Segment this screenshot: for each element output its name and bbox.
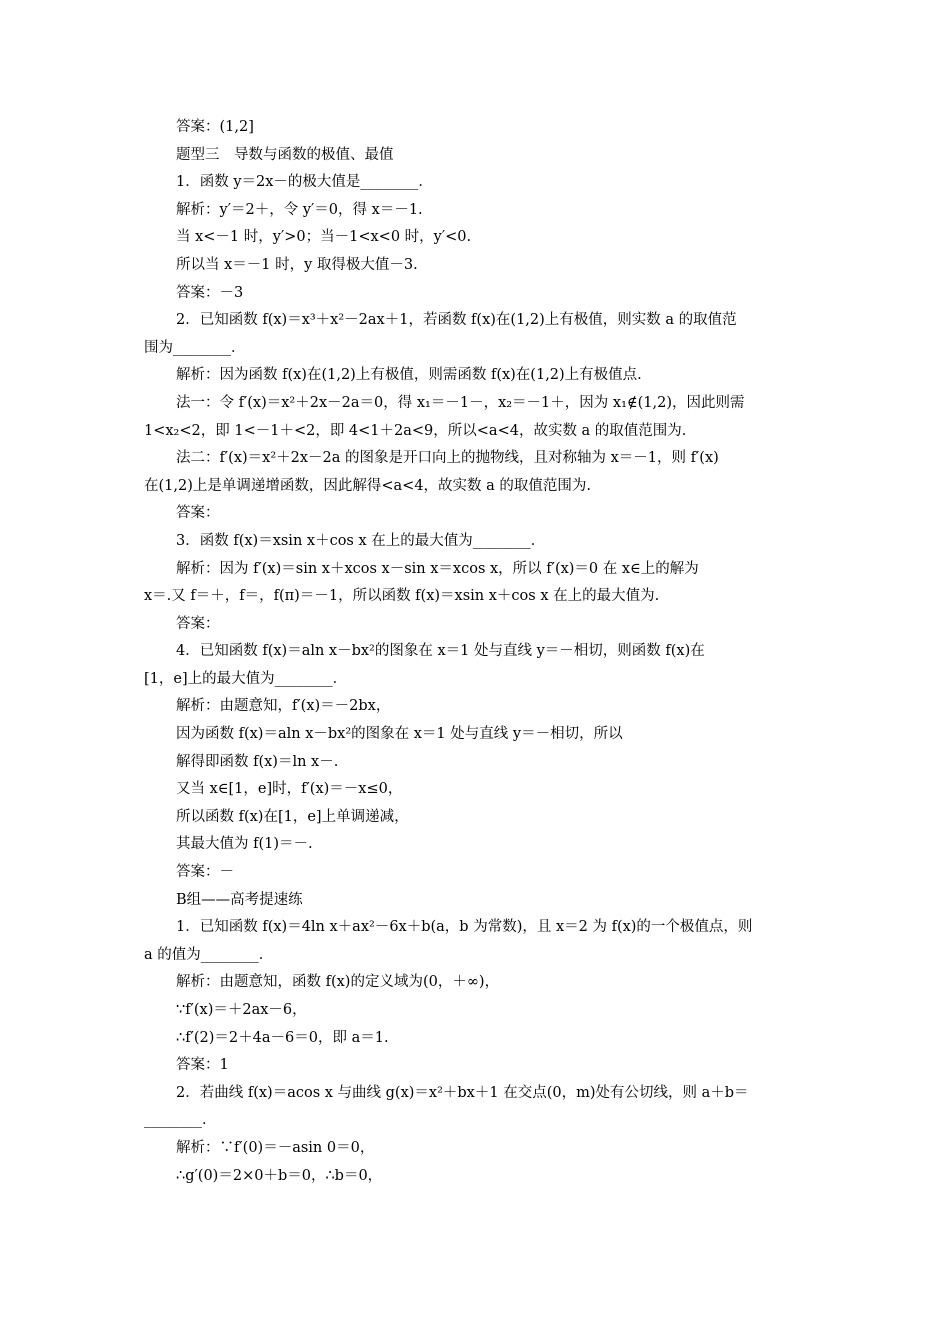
text-line: 其最大值为 f(1)＝－. [176, 836, 313, 853]
text-line: ∴g′(0)＝2×0＋b＝0，∴b＝0， [176, 1167, 383, 1184]
text-line: 答案：(1,2] [176, 119, 254, 135]
text-line: 当 x<－1 时，y′>0；当－1<x<0 时，y′<0. [176, 229, 472, 246]
answer-line: 答案： [176, 615, 220, 632]
question-3: 3．函数 f(x)＝xsin x＋cos x 在上的最大值为________． [176, 532, 546, 549]
text-line: ∴f′(2)＝2＋4a－6＝0，即 a＝1. [176, 1029, 389, 1046]
question-b1: 1．已知函数 f(x)＝4ln x＋ax²－6x＋b(a，b 为常数)，且 x＝2 为 f(x)的一个极值点，则 [176, 919, 753, 936]
text-line: 解得即函数 f(x)＝ln x－. [176, 753, 339, 770]
text-line: ________． [144, 1112, 217, 1129]
text-line: 解析：由题意知，函数 f(x)的定义域为(0，＋∞)， [176, 974, 500, 991]
text-line: 在(1,2)上是单调递增函数，因此解得<a<4，故实数 a 的取值范围为. [144, 477, 592, 494]
question-2: 2．已知函数 f(x)＝x³＋x²－2ax＋1，若函数 f(x)在(1,2)上有极值，则实数 a 的取值范 [176, 312, 737, 329]
text-line: x＝.又 f＝＋，f＝，f(π)＝－1，所以函数 f(x)＝xsin x＋cos x 在上的最大值为. [144, 588, 660, 605]
text-line: 法一：令 f′(x)＝x²＋2x－2a＝0，得 x₁＝－1－，x₂＝－1＋，因为 x₁∉(1,2)，因此则需 [176, 394, 745, 411]
text-line: 1<x₂<2，即 1<－1＋<2，即 4<1＋2a<9，所以<a<4，故实数 a 的取值范围为. [144, 422, 687, 439]
text-line: [1，e]上的最大值为________． [144, 670, 348, 687]
answer-line: 答案：－3 [176, 284, 244, 301]
text-line: 所以函数 f(x)在[1，e]上单调递减， [176, 808, 409, 825]
text-line: 法二：f′(x)＝x²＋2x－2a 的图象是开口向上的抛物线，且对称轴为 x＝－1，则 f′(x) [176, 450, 719, 467]
text-line: 又当 x∈[1，e]时，f′(x)＝－x≤0， [176, 781, 403, 798]
text-line: 解析：由题意知，f′(x)＝－2bx， [176, 698, 391, 715]
text-line: ∵f′(x)＝＋2ax－6， [176, 1002, 307, 1018]
question-b2: 2．若曲线 f(x)＝acos x 与曲线 g(x)＝x²＋bx＋1 在交点(0，m)处有公切线，则 a＋b＝ [176, 1084, 749, 1101]
answer-line: 答案：－ [176, 864, 234, 881]
question-1: 1．函数 y＝2x－的极大值是________． [176, 174, 433, 191]
text-line: 解析：y′＝2＋，令 y′＝0，得 x＝－1. [176, 201, 423, 218]
answer-line: 答案： [176, 505, 220, 522]
section-heading: B组——高考提速练 [176, 891, 303, 908]
answer-line: 答案：1 [176, 1057, 229, 1074]
question-4: 4．已知函数 f(x)＝aln x－bx²的图象在 x＝1 处与直线 y＝－相切，则函数 f(x)在 [176, 643, 705, 660]
section-heading: 题型三 导数与函数的极值、最值 [176, 146, 394, 163]
text-line: 围为________． [144, 339, 246, 356]
text-line: 因为函数 f(x)＝aln x－bx²的图象在 x＝1 处与直线 y＝－相切，所以 [176, 726, 623, 743]
text-line: 解析：∵f′(0)＝－asin 0＝0， [176, 1139, 375, 1156]
text-line: 解析：因为函数 f(x)在(1,2)上有极值，则需函数 f(x)在(1,2)上有极值点. [176, 367, 642, 384]
text-line: a 的值为________． [144, 946, 274, 963]
text-line: 解析：因为 f′(x)＝sin x＋xcos x－sin x＝xcos x，所以 f′(x)＝0 在 x∈上的解为 [176, 560, 699, 577]
document-page [144, 114, 812, 1190]
text-line: 所以当 x＝－1 时，y 取得极大值－3. [176, 256, 418, 273]
